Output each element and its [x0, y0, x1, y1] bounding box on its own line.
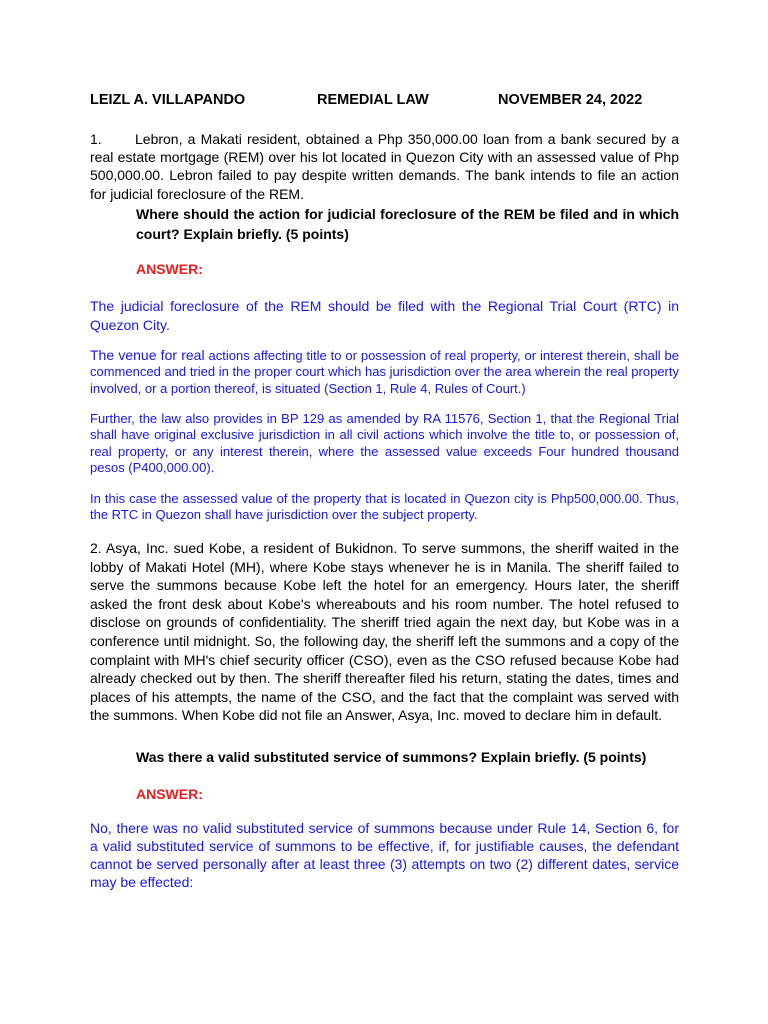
question-1-number: 1. — [90, 131, 102, 147]
question-1-prompt: Where should the action for judicial foreclosure of the REM be filed and in which court? Explain briefly. (5 points) — [136, 206, 679, 242]
document-header — [90, 92, 690, 110]
question-1 — [90, 130, 679, 203]
question-1-answer-paragraph-1: The judicial foreclosure of the REM should be filed with the Regional Trial Court (RTC) in Quezon City. — [90, 298, 679, 333]
question-2: 2. Asya, Inc. sued Kobe, a resident of Bukidnon. To serve summons, the sheriff waited in the lobby of Makati Hotel (MH), where Kobe stays whenever he is in Manila. The sheriff failed to serve the summons because Kobe left the hotel for an emergency. Hours later, the sheriff asked the front desk about Kobe's whereabouts and his room number. The hotel refused to disclose on grounds of confidentiality. The sheriff tried again the next day, but Kobe was in a conference until midnight. So, the following day, the sheriff left the summons and a copy of the complaint with MH's chief security officer (CSO), even as the CSO refused because Kobe had already checked out by then. The sheriff thereafter filed his return, stating the dates, times and places of his attempts, the name of the CSO, and the fact that the complaint was served with the summons. When Kobe did not file an Answer, Asya, Inc. moved to declare him in default. — [90, 540, 679, 724]
question-2-answer-label: ANSWER: — [136, 786, 203, 802]
answer-paragraph-2-body: actions affecting title to or possession of real property, or interest therein, shall be commenced and tried in the proper court which has jurisdiction over the area wherein the real property involved, or a portion thereof, is situated (Section 1, Rule 4, Rules of Court.) — [90, 348, 679, 396]
author-name: LEIZL A. VILLAPANDO — [90, 92, 246, 108]
question-1-answer-paragraph-3: Further, the law also provides in BP 129 as amended by RA 11576, Section 1, that the Regional Trial shall have original exclusive jurisdiction in all civil actions which involve the title to, or possession of, real property, or any interest therein, where the assessed value exceeds Four hundred thousand pesos (P400,000.00). — [90, 411, 679, 475]
question-1-answer-paragraph-2 — [90, 347, 679, 397]
document-date: NOVEMBER 24, 2022 — [498, 92, 643, 108]
question-1-answer-paragraph-4: In this case the assessed value of the property that is located in Quezon city is Php500,000.00. Thus, the RTC in Quezon shall have jurisdiction over the subject property. — [90, 491, 679, 523]
question-1-text: Lebron, a Makati resident, obtained a Php 350,000.00 loan from a bank secured by a real estate mortgage (REM) over his lot located in Quezon City with an assessed value of Php 500,000.00. Lebron failed to pay despite written demands. The bank intends to file an action for judicial foreclosure of the REM. — [90, 131, 679, 202]
answer-paragraph-2-lead: The venue for real — [90, 347, 205, 363]
question-2-prompt: Was there a valid substituted service of summons? Explain briefly. (5 points) — [136, 749, 647, 765]
subject-title: REMEDIAL LAW — [317, 92, 429, 108]
question-1-answer-label: ANSWER: — [136, 261, 203, 277]
question-2-answer-paragraph: No, there was no valid substituted service of summons because under Rule 14, Section 6, for a valid substituted service of summons to be effective, if, for justifiable causes, the defendant cannot be served personally after at least three (3) attempts on two (2) different dates, service may be effected: — [90, 820, 679, 890]
